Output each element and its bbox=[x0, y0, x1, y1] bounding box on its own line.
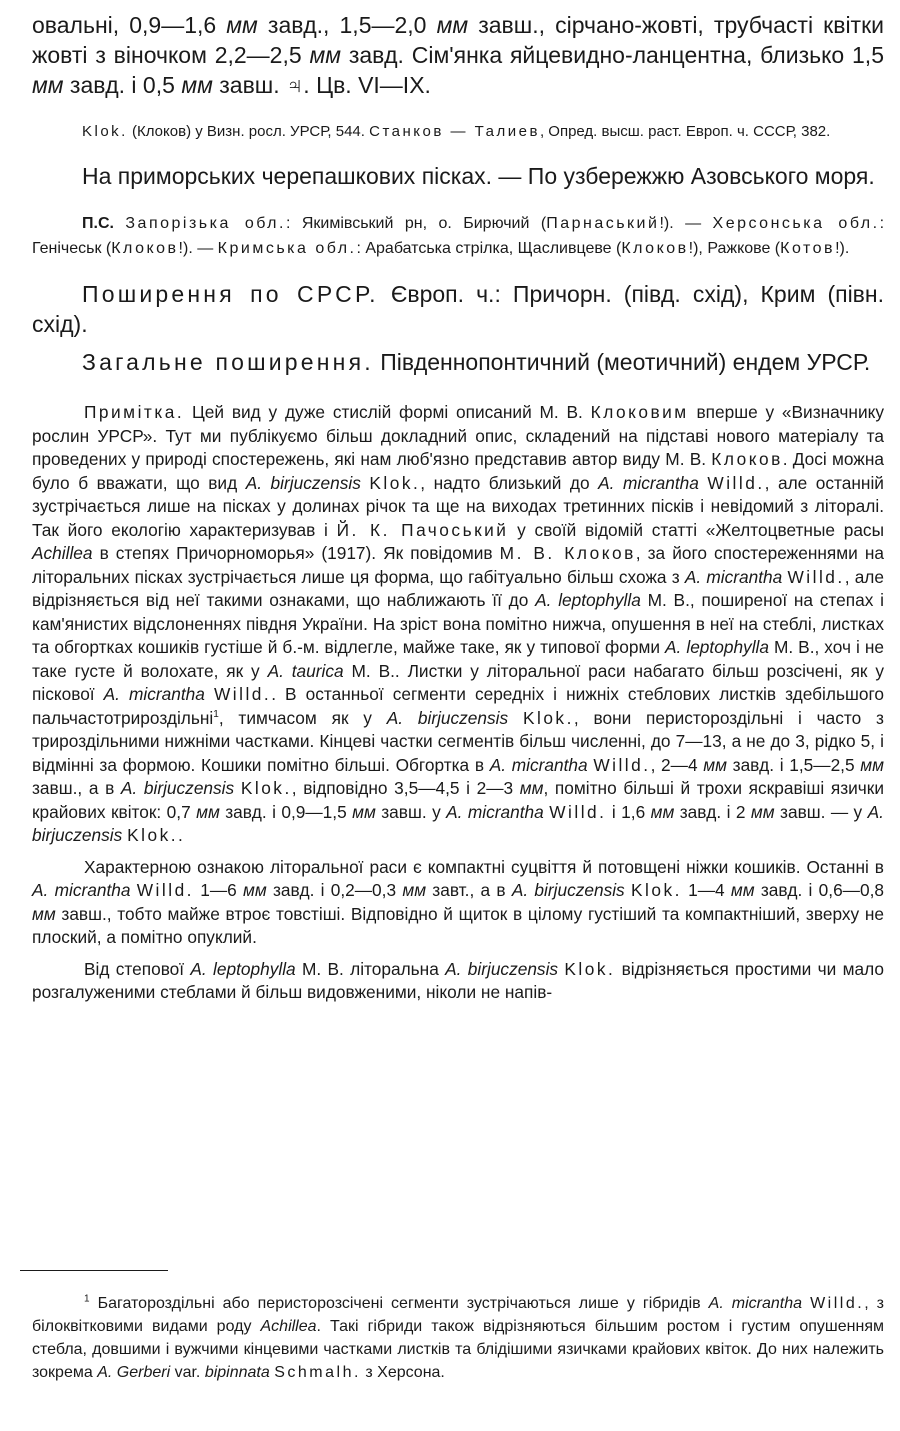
footnote-divider bbox=[20, 1270, 168, 1271]
author: Станков — Талиев bbox=[369, 123, 540, 140]
text: завд. Сім'янка яйцевидно-ланцентна, близько 1,5 bbox=[341, 42, 884, 68]
text: завш. у bbox=[375, 801, 447, 822]
taxon: A. micrantha bbox=[446, 801, 544, 822]
unit-mm: мм bbox=[519, 778, 544, 798]
text: завд. і 0,5 bbox=[63, 72, 182, 98]
unit-mm: мм bbox=[730, 880, 755, 900]
unit-mm: мм bbox=[196, 801, 220, 822]
description-end bbox=[32, 10, 884, 100]
taxon: bipinnata bbox=[204, 1364, 270, 1381]
author: M. B. bbox=[301, 958, 344, 979]
text: Південнопонтичний (меотичний) ендем УРСР. bbox=[373, 349, 871, 375]
text: завш., сірчано-жовті, трубчасті квітки жовті з віночком 2,2—2,5 bbox=[32, 12, 884, 68]
text: , вони перистороздільні і часто з трироздільними нижніми частками. Кінцеві частки сегментів більш численні, до 7—13, а не до 3, рідко 5, і відмінні за формою. Кошики помітно більші. Обгортка в bbox=[32, 707, 884, 775]
author: Klok. bbox=[240, 778, 292, 798]
text: завш. ♃. Цв. VI—IX. bbox=[212, 72, 431, 98]
author: Klok. bbox=[127, 825, 179, 845]
text: . Досі можна було б вважати, що вид bbox=[32, 449, 884, 493]
text: П.С. bbox=[82, 215, 126, 232]
taxon: A. leptophylla bbox=[535, 590, 641, 610]
references bbox=[32, 120, 884, 143]
text: , але відрізняється від неї такими ознаками, що наближають її до bbox=[32, 566, 884, 610]
author: Klok. bbox=[369, 472, 421, 493]
text: завш., тобто майже втроє товстіші. Відповідно й щиток в цілому густіший та компактніший, зверху не плоский, а помітно опуклий. bbox=[32, 903, 884, 947]
text: var. bbox=[170, 1364, 205, 1381]
author: Й. К. Пачоський bbox=[336, 519, 509, 540]
taxon: A. leptophylla bbox=[665, 637, 769, 657]
unit-mm: мм bbox=[309, 42, 342, 68]
unit-mm: мм bbox=[650, 801, 675, 822]
note-paragraph bbox=[32, 401, 884, 848]
text: . В останньої сегменти середніх і нижніх стеблових листків здебільшого пальчастотрироздільні bbox=[32, 684, 884, 728]
taxon: A. micrantha bbox=[598, 472, 699, 493]
unit-mm: мм bbox=[703, 754, 727, 775]
taxon: A. micrantha bbox=[103, 684, 205, 704]
distribution-ussr bbox=[32, 279, 884, 339]
text: , помітно більші й трохи яскравіші язички крайових квіток: 0,7 bbox=[32, 778, 884, 822]
author: Willd. bbox=[213, 684, 272, 704]
author: M. B. bbox=[773, 637, 815, 657]
unit-mm: мм bbox=[860, 754, 884, 775]
author: Klok. bbox=[564, 958, 616, 979]
habitat: На приморських черепашкових пісках. — По узбережжю Азовського моря. bbox=[82, 163, 875, 189]
author: M. B. bbox=[647, 590, 690, 610]
unit-mm: мм bbox=[226, 12, 258, 38]
author: М. В. Клоков bbox=[499, 543, 636, 563]
distribution-general bbox=[32, 347, 884, 377]
text: завд., 1,5—2,0 bbox=[257, 12, 437, 38]
specimens bbox=[32, 211, 884, 261]
text: Багатороздільні або перисторозсічені сегменти зустрічаються лише у гібридів bbox=[89, 1295, 709, 1312]
unit-mm: мм bbox=[32, 72, 64, 98]
text: Від степової bbox=[84, 958, 191, 979]
taxon: Achillea bbox=[32, 543, 93, 563]
author: Klok. bbox=[82, 123, 128, 140]
taxon: A. leptophylla bbox=[190, 958, 296, 979]
author: Willd. bbox=[787, 566, 845, 587]
unit-mm: мм bbox=[352, 801, 376, 822]
text: !), Ражкове ( bbox=[688, 240, 781, 257]
author: Schmalh. bbox=[274, 1364, 361, 1381]
text: . bbox=[178, 825, 183, 845]
author: M. B. bbox=[351, 660, 395, 681]
text: завд. і 2 bbox=[674, 801, 751, 822]
unit-mm: мм bbox=[750, 801, 775, 822]
text: 1—6 bbox=[193, 880, 244, 900]
text: : Арабатська стрілка, Щасливцеве ( bbox=[356, 240, 622, 257]
footnote-number: 1 bbox=[84, 1293, 90, 1305]
section-heading: Поширення по СРСР. bbox=[82, 281, 379, 307]
text: завд. і 0,2—0,3 bbox=[266, 880, 403, 900]
text: завш., а в bbox=[32, 778, 121, 798]
taxon: A. birjuczensis bbox=[445, 958, 559, 979]
taxon: A. birjuczensis bbox=[120, 778, 235, 798]
author: Klok. bbox=[522, 707, 574, 728]
collector: Клоков bbox=[621, 240, 689, 257]
footnote-ref: 1 bbox=[213, 708, 219, 720]
text: завд. і 1,5—2,5 bbox=[726, 754, 861, 775]
author: Willd. bbox=[707, 472, 765, 493]
text: і 1,6 bbox=[606, 801, 651, 822]
text: , тимчасом як у bbox=[218, 707, 387, 728]
text: Характерною ознакою літоральної раси є компактні суцвіття й потовщені ніжки кошиків. Останні в bbox=[84, 856, 884, 877]
unit-mm: мм bbox=[402, 880, 427, 900]
text: . Листки у літоральної раси набагато більш розсічені, як у піскової bbox=[32, 660, 885, 704]
text: !). — bbox=[659, 215, 713, 232]
section-heading: Примітка. bbox=[84, 402, 185, 422]
text: відрізняється простими чи мало розгалуженими стеблами й більш видовженими, ніколи не напів- bbox=[32, 958, 884, 1002]
region: Запорізька обл. bbox=[125, 215, 286, 232]
note-paragraph-3 bbox=[32, 958, 884, 1005]
taxon: A. birjuczensis bbox=[32, 801, 884, 845]
text: . Такі гібриди також відрізняються більшим ростом і густим опушенням стебла, довшими і вужчими кінцевими частками листків та блідішими язичками крайових квіток. До них належить зокрема bbox=[32, 1318, 884, 1381]
text: , поширеної на степах і кам'янистих відслоненнях півдня України. На зріст вона помітно нижча, опушення в неї на стеблі, листках та обгортках кошиків густіше й б.-м. відлегле, майже таке, як у типової форми bbox=[32, 590, 884, 657]
note-block bbox=[32, 401, 884, 1005]
unit-mm: мм bbox=[243, 880, 267, 900]
text: , з білоквітковими видами роду bbox=[32, 1295, 884, 1335]
text: !). bbox=[835, 240, 850, 257]
text: Європ. ч.: Причорн. (півд. схід), Крим (півн. схід). bbox=[32, 281, 884, 337]
taxon: A. birjuczensis bbox=[245, 472, 361, 493]
taxon: A. birjuczensis bbox=[386, 707, 509, 728]
author: Willd. bbox=[810, 1295, 865, 1312]
text: , за його спостереженнями на літоральних пісках зустрічається лише ця форма, що габітуально більш схожа з bbox=[32, 543, 884, 587]
text: у своїй відомій статті «Желтоцветные расы bbox=[508, 519, 884, 540]
taxon: A. micrantha bbox=[684, 566, 783, 587]
taxon: A. micrantha bbox=[708, 1295, 803, 1312]
text: , 2—4 bbox=[650, 754, 704, 775]
taxon: A. taurica bbox=[267, 660, 344, 681]
text: , але останній зустрічається лише на пісках у долинах річок та ще на виходах третинних пісків і невідомий з літоралі. Так його екологію характеризував і bbox=[32, 472, 884, 540]
region: Херсонська обл. bbox=[712, 215, 880, 232]
section-heading: Загальне поширення. bbox=[82, 349, 374, 375]
author: Клоков bbox=[711, 449, 783, 469]
text: , відповідно 3,5—4,5 і 2—3 bbox=[291, 778, 520, 798]
taxon: A. micrantha bbox=[489, 754, 588, 775]
author: Klok. bbox=[630, 880, 682, 900]
text: , хоч і не таке густе й волохате, як у bbox=[32, 637, 884, 681]
text: : Генічеськ ( bbox=[32, 215, 885, 257]
text: завш. — у bbox=[774, 801, 868, 822]
note-paragraph-2 bbox=[32, 856, 884, 950]
text: завт., а в bbox=[426, 880, 512, 900]
author: Willd. bbox=[549, 801, 607, 822]
text: , надто близький до bbox=[420, 472, 599, 493]
text: Цей вид у дуже стислій формі описаний М. В. bbox=[184, 402, 591, 422]
text: літоральна bbox=[343, 958, 446, 979]
collector: Котов bbox=[780, 240, 836, 257]
text: з Херсона. bbox=[360, 1364, 445, 1381]
text: : Якимівський рн, о. Бирючий ( bbox=[285, 215, 547, 232]
author: Willd. bbox=[136, 880, 194, 900]
text: (Клоков) у Визн. росл. УРСР, 544. bbox=[127, 123, 370, 140]
taxon: A. birjuczensis bbox=[511, 880, 625, 900]
text: , Опред. высш. раст. Европ. ч. СССР, 382. bbox=[539, 123, 831, 140]
region: Кримська обл. bbox=[217, 240, 357, 257]
text: вперше у «Визначнику рослин УРСР». Тут ми публікуємо більш докладний опис, складений на підставі нового матеріалу та проведених у природі спостережень, які нам люб'язно представив автор виду М. В. bbox=[32, 402, 884, 469]
unit-mm: мм bbox=[436, 12, 469, 38]
collector: Клоков bbox=[111, 240, 179, 257]
footnote bbox=[32, 1292, 884, 1384]
text: !). — bbox=[178, 240, 218, 257]
text: в степях Причорноморья» (1917). Як повідомив bbox=[92, 543, 500, 563]
unit-mm: мм bbox=[32, 903, 56, 924]
taxon: A. micrantha bbox=[32, 880, 131, 900]
unit-mm: мм bbox=[181, 72, 213, 98]
author: Willd. bbox=[593, 754, 651, 775]
page bbox=[32, 10, 884, 1005]
text: завд. і 0,9—1,5 bbox=[219, 801, 353, 822]
footnote-text bbox=[32, 1292, 884, 1384]
text: овальні, 0,9—1,6 bbox=[32, 12, 227, 38]
taxon: A. Gerberi bbox=[97, 1364, 171, 1381]
collector: Парнаський bbox=[546, 215, 660, 232]
author: Клоковим bbox=[590, 402, 689, 422]
text: завд. і 0,6—0,8 bbox=[754, 880, 884, 900]
taxon: Achillea bbox=[260, 1318, 317, 1335]
text: 1—4 bbox=[681, 880, 731, 900]
